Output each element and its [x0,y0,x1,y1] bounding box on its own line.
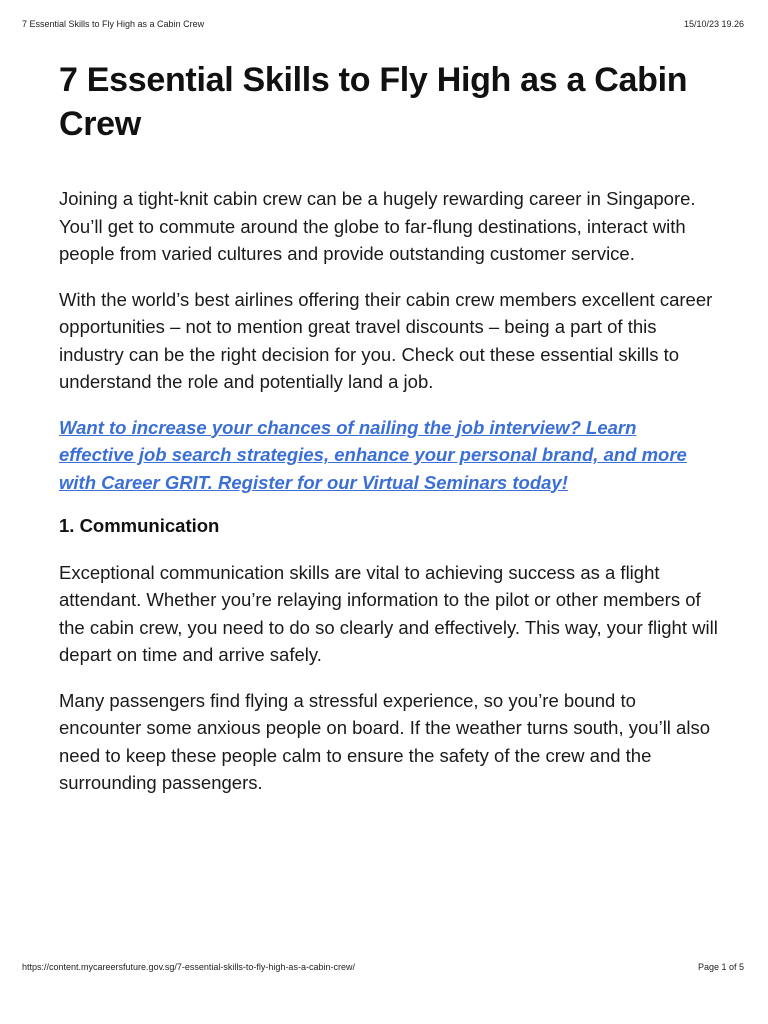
print-header-date: 15/10/23 19.26 [683,19,744,29]
communication-paragraph-1: Exceptional communication skills are vital to achieving success as a flight attendant. Whether you’re relaying information to the pilot or other members of the cabin crew, you need to do so clearly and effectively. This way, your flight will depart on time and arrive safely. [59,561,718,665]
article-title: 7 Essential Skills to Fly High as a Cabin Crew [59,61,688,143]
page-number: Page 1 of 5 [697,962,744,972]
print-header-title: 7 Essential Skills to Fly High as a Cabin Crew [22,19,205,29]
second-paragraph: With the world’s best airlines offering their cabin crew members excellent career opportunities – not to mention great travel discounts – being a part of this industry can be the right decision for you. Check out these essential skills to understand the role and potentially land a job. [59,288,713,392]
print-footer [22,962,744,976]
page-url: https://content.mycareersfuture.gov.sg/7-essential-skills-to-fly-high-as-a-cabin-crew/ [22,962,355,972]
section-heading-communication: 1. Communication [59,515,220,536]
article [59,58,719,797]
print-header [22,19,744,33]
career-grit-seminar-link[interactable]: Want to increase your chances of nailing the job interview? Learn effective job search strategies, enhance your personal brand, and more with Career GRIT. Register for our Virtual Seminars today! [59,416,687,493]
intro-paragraph: Joining a tight-knit cabin crew can be a hugely rewarding career in Singapore. You’ll get to commute around the globe to far-flung destinations, interact with people from varied cultures and provide outstanding customer service. [59,188,696,264]
communication-paragraph-2: Many passengers find flying a stressful experience, so you’re bound to encounter some anxious people on board. If the weather turns south, you’ll also need to keep these people calm to ensure the safety of the crew and the surrounding passengers. [59,689,710,793]
